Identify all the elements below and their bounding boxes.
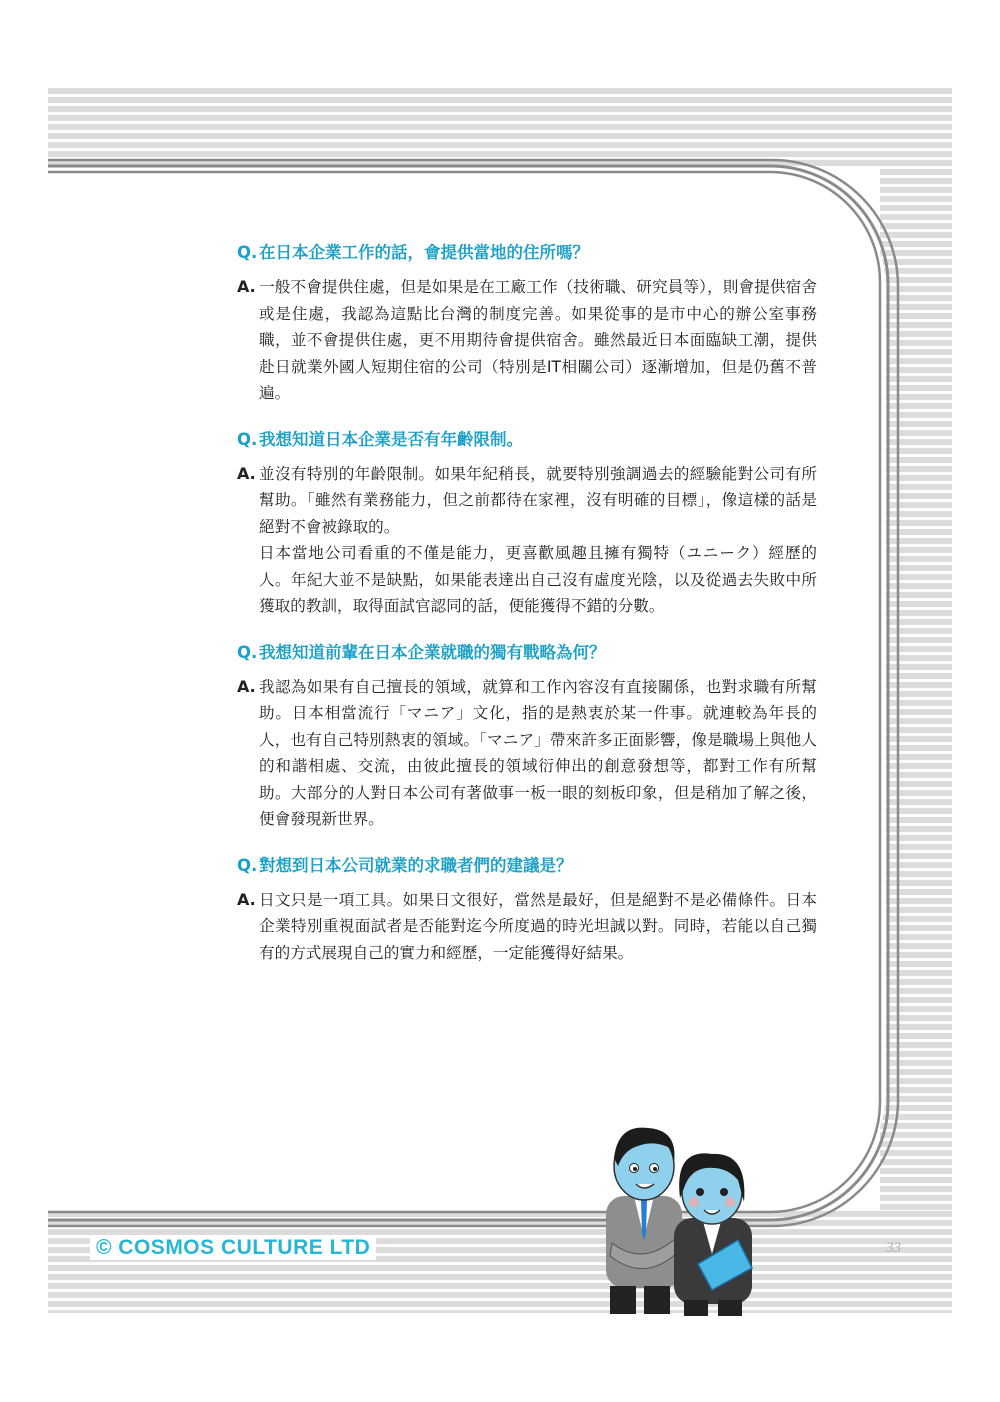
answer-mark: A. bbox=[237, 676, 256, 696]
qa-content bbox=[237, 240, 817, 986]
answer-paragraph: 日文只是一項工具。如果日文很好，當然是最好，但是絕對不是必備條件。日本企業特別重視面試者是否能對迄今所度過的時光坦誠以對。同時，若能以自己獨有的方式展現自己的實力和經歷，一定能獲得好結果。 bbox=[259, 890, 817, 962]
answer-mark: A. bbox=[237, 277, 256, 296]
copyright-footer: © COSMOS CULTURE LTD bbox=[90, 1236, 376, 1260]
question-mark: Q. bbox=[237, 642, 258, 662]
question-text: 在日本企業工作的話，會提供當地的住所嗎？ bbox=[259, 243, 589, 262]
business-people-illustration bbox=[598, 1118, 768, 1318]
question-heading bbox=[237, 427, 817, 453]
answer-paragraph: 並沒有特別的年齡限制。如果年紀稍長，就要特別強調過去的經驗能對公司有所幫助。「雖然有業務能力，但之前都待在家裡，沒有明確的目標」，像這樣的話是絕對不會被錄取的。 bbox=[259, 464, 817, 536]
question-heading bbox=[237, 240, 817, 266]
question-heading bbox=[237, 640, 817, 666]
businesswoman-figure bbox=[674, 1153, 752, 1316]
question-text: 我想知道前輩在日本企業就職的獨有戰略為何？ bbox=[259, 642, 606, 662]
question-mark: Q. bbox=[237, 429, 258, 449]
answer-block bbox=[237, 461, 817, 620]
question-mark: Q. bbox=[237, 243, 258, 262]
question-text: 對想到日本公司就業的求職者們的建議是？ bbox=[259, 855, 573, 875]
page-number: 33 bbox=[886, 1240, 901, 1256]
answer-paragraph: 日本當地公司看重的不僅是能力，更喜歡風趣且擁有獨特（ユニーク）經歷的人。年紀大並不是缺點，如果能表達出自己沒有虛度光陰，以及從過去失敗中所獲取的教訓，取得面試官認同的話，便能獲得不錯的分數。 bbox=[259, 544, 817, 615]
answer-block bbox=[237, 274, 817, 407]
answer-paragraph: 我認為如果有自己擅長的領域，就算和工作內容沒有直接關係，也對求職有所幫助。日本相當流行「マニア」文化，指的是熱衷於某一件事。就連較為年長的人，也有自己特別熱衷的領域。「マニア」帶來許多正面影響，像是職場上與他人的和諧相處、交流，由彼此擅長的領域衍伸出的創意發想等，都對工作有所幫助。大部分的人對日本公司有著做事一板一眼的刻板印象，但是稍加了解之後，便會發現新世界。 bbox=[259, 677, 817, 828]
question-heading bbox=[237, 853, 817, 879]
businessman-figure bbox=[606, 1128, 682, 1314]
answer-paragraph: 一般不會提供住處，但是如果是在工廠工作（技術職、研究員等），則會提供宿舍或是住處，我認為這點比台灣的制度完善。如果從事的是市中心的辦公室事務職，並不會提供住處，更不用期待會提供宿舍。雖然最近日本面臨缺工潮，提供赴日就業外國人短期住宿的公司（特別是IT相關公司）逐漸增加，但是仍舊不普遍。 bbox=[259, 278, 817, 402]
answer-mark: A. bbox=[237, 463, 256, 483]
answer-block bbox=[237, 887, 817, 967]
answer-block bbox=[237, 674, 817, 833]
question-mark: Q. bbox=[237, 855, 258, 875]
answer-mark: A. bbox=[237, 889, 256, 909]
question-text: 我想知道日本企業是否有年齡限制。 bbox=[259, 429, 523, 449]
